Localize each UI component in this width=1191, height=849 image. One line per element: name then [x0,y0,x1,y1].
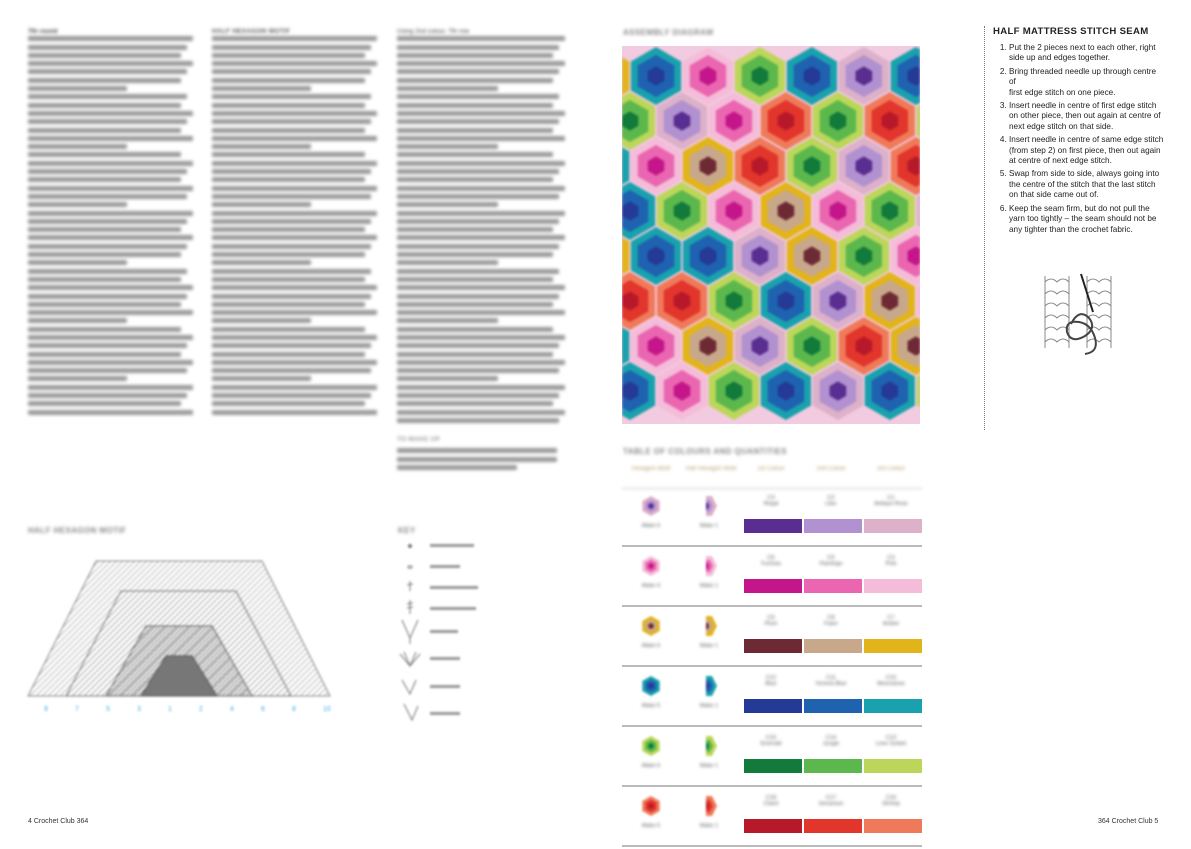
hexagon-motif [709,92,759,150]
seam-step: 6. Keep the seam firm, but do not pull the yarn too tightly – the seam should not be any tighter than the crochet fabric. [1009,204,1165,235]
stitch-key [398,540,498,730]
left-footer: 4 Crochet Club 364 [28,818,88,825]
make-half: Make 1 [684,643,734,649]
hexagon-motif [761,272,811,330]
hexagon-motif [865,182,915,240]
colour-code-2: C2 Lilac [802,495,860,507]
half-hexagon-icon [706,675,718,697]
chart-row-number: 4 [230,706,234,713]
chart-row-number: 5 [106,706,110,713]
seam-step: 5. Swap from side to side, always going into the centre of the stitch that the last stitch on that side came out of. [1009,169,1165,200]
header-3rd-colour: 3rd Colour [862,462,920,488]
hexagon-motif [631,317,681,375]
hexagon-motif [761,182,811,240]
hexagon-motif [813,92,863,150]
table-row [622,669,922,727]
colour-swatch-1 [744,699,802,713]
hexagon-motif [839,137,889,195]
chart-row-number: 3 [137,706,141,713]
hexagon-motif [683,47,733,105]
hexagon-motif [631,227,681,285]
hexagon-motif [735,227,785,285]
colour-code-3: C16 Shrimp [862,795,920,807]
hexagon-motif [787,317,837,375]
hexagon-icon [640,795,662,817]
hexagon-motif [787,137,837,195]
colour-code-2: C11 Victoria Blue [802,675,860,687]
chart-row-number: 10 [323,706,331,713]
colour-swatch-1 [744,819,802,833]
table-row [622,549,922,607]
colour-swatch-3 [864,519,922,533]
half-hexagon-icon [706,555,718,577]
hexagon-motif [709,272,759,330]
hexagon-motif [683,227,733,285]
hexagon-motif [631,47,681,105]
colour-swatch-1 [744,759,802,773]
make-half: Make 1 [684,583,734,589]
colour-swatch-2 [804,519,862,533]
hexagon-icon [640,735,662,757]
table-header [622,462,922,489]
hexagon-motif [813,362,863,420]
header-1st-colour: 1st Colour [742,462,800,488]
hexagon-motif [631,137,681,195]
hexagon-icon [640,675,662,697]
chart-row-number: 7 [75,706,79,713]
text-column-2 [212,28,380,418]
hexagon-motif [865,362,915,420]
text-column-3 [397,28,567,426]
hexagon-motif [813,272,863,330]
colour-code-1: C18 Claret [742,795,800,807]
colour-swatch-3 [864,759,922,773]
make-hexagon: Make 6 [622,643,680,649]
seam-step: 2. Bring threaded needle up through centre of first edge stitch on one piece. [1009,67,1165,98]
colour-swatch-1 [744,639,802,653]
hexagon-motif [683,317,733,375]
to-make-up-section [397,436,567,473]
colour-code-3: C13 Lime Sorbet [862,735,920,747]
half-hexagon-icon [706,735,718,757]
right-footer: 364 Crochet Club 5 [1098,818,1158,825]
chart-row-number: 1 [168,706,172,713]
chart-row-number: 2 [199,706,203,713]
seam-illustration [1041,272,1119,356]
chart-row-number: 8 [292,706,296,713]
hexagon-motif [657,182,707,240]
half-hexagon-chart-title: HALF HEXAGON MOTIF [28,526,126,535]
colour-code-2: C8 Fawn [802,615,860,627]
colour-swatch-2 [804,699,862,713]
hexagon-motif [709,182,759,240]
half-hexagon-icon [706,495,718,517]
colour-swatch-2 [804,639,862,653]
colour-swatch-1 [744,579,802,593]
hexagon-motif [839,47,889,105]
colour-swatch-2 [804,579,862,593]
hexagon-motif [787,227,837,285]
make-hexagon: Make 6 [622,523,680,529]
half-hexagon-motif-heading: HALF HEXAGON MOTIF [212,28,380,36]
make-hexagon: Make 6 [622,823,680,829]
chart-row-number: 6 [261,706,265,713]
hexagon-motif [813,182,863,240]
hexagon-motif [657,272,707,330]
seam-step: 4. Insert needle in centre of same edge stitch (from step 2) on first piece, then out again at centre of next edge stitch. [1009,135,1165,166]
hexagon-motif [709,362,759,420]
make-hexagon: Make 4 [622,583,680,589]
key-title: KEY [398,526,416,535]
colour-table [622,462,922,849]
hexagon-motif [839,227,889,285]
colour-swatch-2 [804,819,862,833]
assembly-diagram-title: ASSEMBLY DIAGRAM [623,28,713,37]
hexagon-icon [640,495,662,517]
hexagon-motif [657,92,707,150]
colour-code-2: C17 Geranium [802,795,860,807]
text-column-1 [28,28,196,418]
colour-code-1: C12 Blue [742,675,800,687]
header-half-hexagon: Half Hexagon Motif [682,462,740,488]
hexagon-motif [735,137,785,195]
colour-swatch-2 [804,759,862,773]
colour-code-1: C6 Fuchsia [742,555,800,567]
hexagon-motif [683,137,733,195]
table-row [622,729,922,787]
to-make-up-heading: TO MAKE UP [397,436,567,444]
colour-code-1: C3 Regal [742,495,800,507]
colour-swatch-3 [864,579,922,593]
column-1-first-line: 7th round [28,28,196,36]
hexagon-motif [761,92,811,150]
hexagon-motif [761,362,811,420]
seam-title: HALF MATTRESS STITCH SEAM [993,26,1165,37]
table-row [622,489,922,547]
colour-code-1: C15 Emerald [742,735,800,747]
colour-code-1: C9 Plum [742,615,800,627]
colour-code-3: C10 Moonstone [862,675,920,687]
half-hexagon-icon [706,615,718,637]
colour-code-3: C4 Pink [862,555,920,567]
make-hexagon: Make 5 [622,703,680,709]
colour-swatch-1 [744,519,802,533]
hexagon-motif [787,47,837,105]
hexagon-motif [865,272,915,330]
table-row [622,789,922,847]
header-2nd-colour: 2nd Colour [802,462,860,488]
colour-swatch-3 [864,819,922,833]
hexagon-motif [735,317,785,375]
colour-code-2: C5 Flamingo [802,555,860,567]
hexagon-motif [657,362,707,420]
assembly-diagram [622,46,920,424]
make-half: Make 1 [684,523,734,529]
colour-code-3: C7 Amber [862,615,920,627]
seam-steps [993,43,1165,235]
colour-swatch-3 [864,699,922,713]
chart-row-number: 9 [44,706,48,713]
colour-swatch-3 [864,639,922,653]
table-title: TABLE OF COLOURS AND QUANTITIES [623,447,787,456]
make-hexagon: Make 6 [622,763,680,769]
half-hexagon-chart [26,556,336,716]
colour-code-3: C1 Antique Rose [862,495,920,507]
column-3-first-line: Using 2nd colour, 7th row [397,28,567,36]
hexagon-motif [735,47,785,105]
make-half: Make 1 [684,703,734,709]
make-half: Make 1 [684,823,734,829]
make-half: Make 1 [684,763,734,769]
header-hexagon: Hexagon Motif [622,462,680,488]
half-hexagon-icon [706,795,718,817]
hexagon-motif [865,92,915,150]
hexagon-icon [640,555,662,577]
seam-step: 3. Insert needle in centre of first edge stitch on other piece, then out again at centre of next edge stitch on that side. [1009,101,1165,132]
seam-step: 1. Put the 2 pieces next to each other, right side up and edges together. [1009,43,1165,64]
hexagon-icon [640,615,662,637]
table-row [622,609,922,667]
colour-code-2: C14 Jungle [802,735,860,747]
half-mattress-stitch-seam [984,26,1165,430]
hexagon-motif [839,317,889,375]
